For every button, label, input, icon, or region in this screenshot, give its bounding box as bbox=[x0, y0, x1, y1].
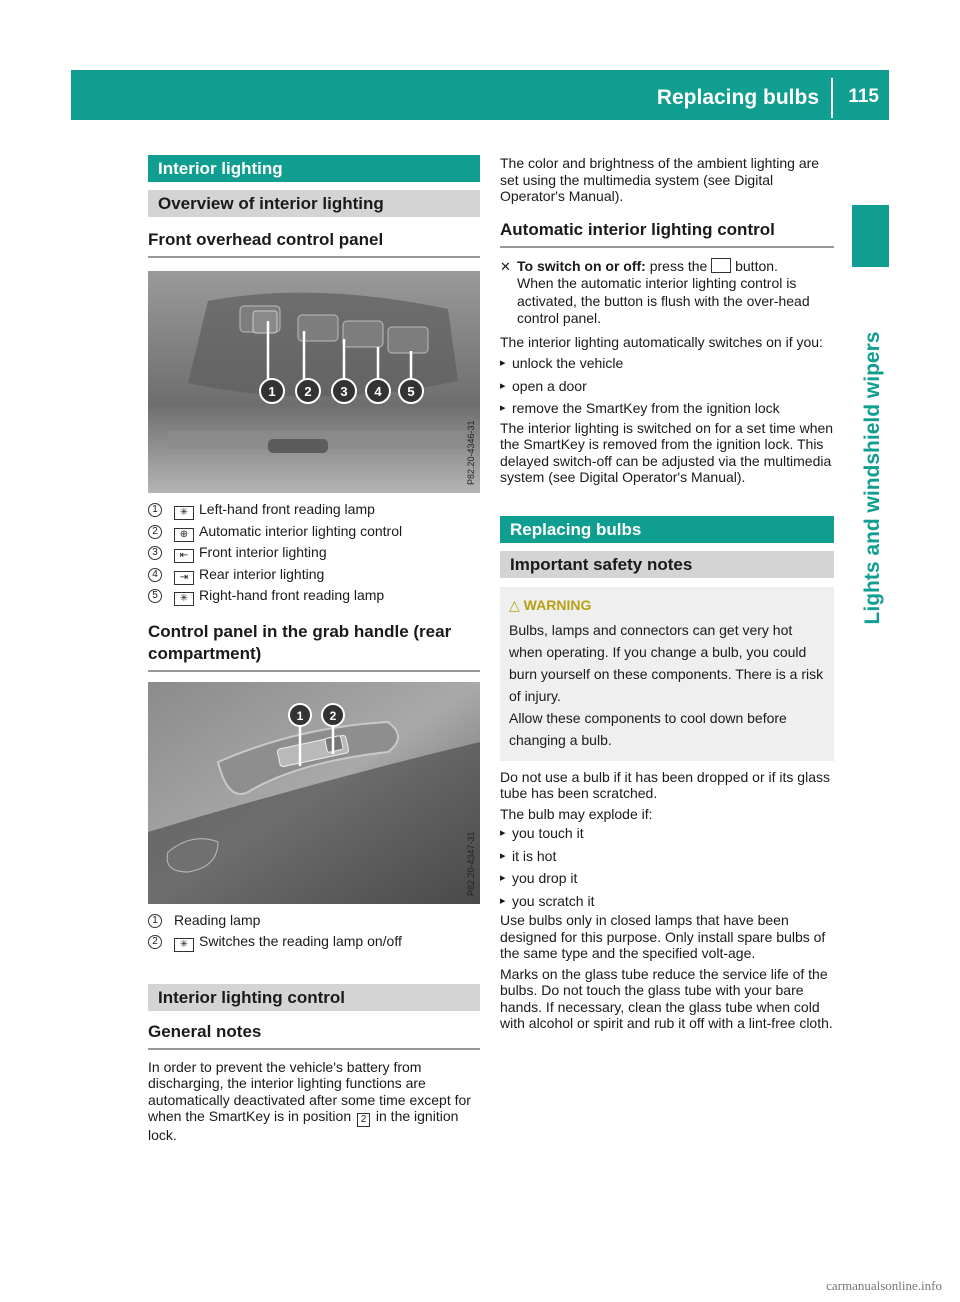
legend-text: Switches the reading lamp on/off bbox=[199, 933, 402, 949]
legend-item bbox=[148, 521, 480, 543]
legend-number: 1 bbox=[148, 914, 162, 928]
legend-number: 5 bbox=[148, 589, 162, 603]
legend-text: Front interior lighting bbox=[199, 544, 327, 560]
legend-text: Right-hand front reading lamp bbox=[199, 587, 385, 603]
subsection-overview: Overview of interior lighting bbox=[148, 190, 480, 217]
legend-number: 4 bbox=[148, 568, 162, 582]
list-item: ▸ you scratch it bbox=[500, 890, 834, 913]
callout-label: 4 bbox=[374, 384, 382, 399]
section-title-interior-lighting: Interior lighting bbox=[148, 155, 480, 182]
legend-text: Left-hand front reading lamp bbox=[199, 501, 375, 517]
callout-label: 3 bbox=[340, 384, 348, 399]
heading-front-overhead-panel: Front overhead control panel bbox=[148, 229, 480, 258]
chapter-side-text: Lights and windshield wipers bbox=[861, 331, 884, 624]
callout-label: 1 bbox=[296, 708, 304, 723]
left-column bbox=[148, 155, 480, 1144]
list-item: ▸ open a door bbox=[500, 375, 834, 398]
instruction-step: ✕ To switch on or off: press the button. When the automatic interior lighting control is activated, the button is flush with the over-head control panel. bbox=[500, 258, 834, 328]
legend-grab-handle bbox=[148, 910, 480, 953]
subsection-lighting-control: Interior lighting control bbox=[148, 984, 480, 1011]
auto-light-button-icon bbox=[711, 258, 731, 273]
legend-front-panel bbox=[148, 499, 480, 607]
reading-lamp-icon: ✳ bbox=[174, 938, 194, 952]
heading-grab-handle-panel: Control panel in the grab handle (rear compartment) bbox=[148, 621, 480, 672]
warning-box bbox=[500, 587, 834, 761]
step-note: When the automatic interior lighting control is activated, the button is flush with the over-head control panel. bbox=[517, 275, 810, 326]
callout-label: 1 bbox=[268, 384, 276, 399]
reading-lamp-icon: ✳ bbox=[174, 592, 194, 606]
key-position-icon: 2 bbox=[357, 1113, 370, 1127]
warning-triangle-icon: △ bbox=[509, 596, 520, 613]
heading-automatic-control: Automatic interior lighting control bbox=[500, 219, 834, 248]
callout-label: 2 bbox=[304, 384, 312, 399]
list-item: ▸ unlock the vehicle bbox=[500, 352, 834, 375]
legend-item bbox=[148, 542, 480, 564]
warning-title: △ WARNING bbox=[509, 596, 592, 613]
watermark: carmanualsonline.info bbox=[826, 1278, 942, 1293]
header-divider bbox=[831, 78, 833, 118]
figure-front-overhead-panel bbox=[148, 271, 480, 493]
legend-number: 2 bbox=[148, 935, 162, 949]
grab-handle-photo bbox=[148, 682, 480, 904]
closed-lamps-text: Use bulbs only in closed lamps that have been designed for this purpose. Only install spare bulbs of the same type and the specified volt-age. bbox=[500, 912, 826, 961]
warning-text: Bulbs, lamps and connectors can get very hot when operating. If you change a bulb, you could burn yourself on these components. There is a risk of injury. bbox=[509, 621, 824, 704]
chapter-side-label bbox=[858, 275, 888, 680]
ambient-lighting-text: The color and brightness of the ambient lighting are set using the multimedia system (see Digital Operator's Manual). bbox=[500, 155, 820, 204]
legend-text: Automatic interior lighting control bbox=[199, 522, 403, 539]
legend-text: Reading lamp bbox=[174, 911, 261, 928]
callout-label: 5 bbox=[407, 384, 415, 399]
figure-code: P82.20-4347-31 bbox=[466, 830, 476, 896]
figure-grab-handle-panel bbox=[148, 682, 480, 904]
list-item: ▸ remove the SmartKey from the ignition lock bbox=[500, 397, 834, 420]
step-arrow-icon: ✕ bbox=[500, 258, 511, 274]
heading-general-notes: General notes bbox=[148, 1021, 480, 1050]
front-light-icon: ⇤ bbox=[174, 549, 194, 563]
auto-intro-text: The interior lighting automatically switches on if you: bbox=[500, 333, 823, 350]
legend-item bbox=[148, 585, 480, 607]
rear-light-icon: ⇥ bbox=[174, 571, 194, 585]
delayed-switchoff-text: The interior lighting is switched on for a set time when the SmartKey is removed from the ignition lock. This delayed switch-off can be adjusted via the multimedia system (see Digital Operator's Manual). bbox=[500, 419, 834, 485]
legend-item bbox=[148, 931, 480, 953]
list-item: ▸ you touch it bbox=[500, 822, 834, 845]
section-title-replacing-bulbs: Replacing bulbs bbox=[500, 516, 834, 543]
chapter-tab-marker bbox=[852, 205, 889, 267]
warning-text: Allow these components to cool down before changing a bulb. bbox=[509, 709, 787, 748]
list-item: ▸ you drop it bbox=[500, 867, 834, 890]
callout-label: 2 bbox=[329, 708, 337, 723]
header-title: Replacing bulbs bbox=[656, 86, 819, 109]
glass-tube-text: Marks on the glass tube reduce the service life of the bulbs. Do not touch the glass tube with your bare hands. If necessary, clean the glass tube when cold with alcohol or spirit and rub it off with a lint-free cloth. bbox=[500, 965, 833, 1031]
page-header bbox=[71, 70, 889, 120]
subsection-safety-notes: Important safety notes bbox=[500, 551, 834, 578]
legend-text: Rear interior lighting bbox=[199, 565, 325, 582]
legend-item bbox=[148, 910, 480, 932]
list-item: ▸ it is hot bbox=[500, 845, 834, 868]
legend-number: 1 bbox=[148, 503, 162, 517]
page-number: 115 bbox=[848, 86, 879, 107]
overhead-panel-photo bbox=[148, 271, 480, 493]
right-column bbox=[500, 155, 834, 1032]
explode-intro-text: The bulb may explode if: bbox=[500, 805, 653, 822]
dropped-bulb-text: Do not use a bulb if it has been dropped or if its glass tube has been scratched. bbox=[500, 768, 830, 801]
legend-number: 2 bbox=[148, 525, 162, 539]
legend-item bbox=[148, 499, 480, 521]
reading-lamp-icon: ✳ bbox=[174, 506, 194, 520]
figure-code: P82.20-4346-31 bbox=[466, 420, 476, 485]
general-notes-text: In order to prevent the vehicle's battery from discharging, the interior lighting functions are automatically deactivated after some time except for when the SmartKey is in position 2 in the ignition lock. bbox=[148, 1058, 471, 1143]
auto-light-icon: ⊕ bbox=[174, 528, 194, 542]
legend-number: 3 bbox=[148, 546, 162, 560]
legend-item bbox=[148, 564, 480, 586]
